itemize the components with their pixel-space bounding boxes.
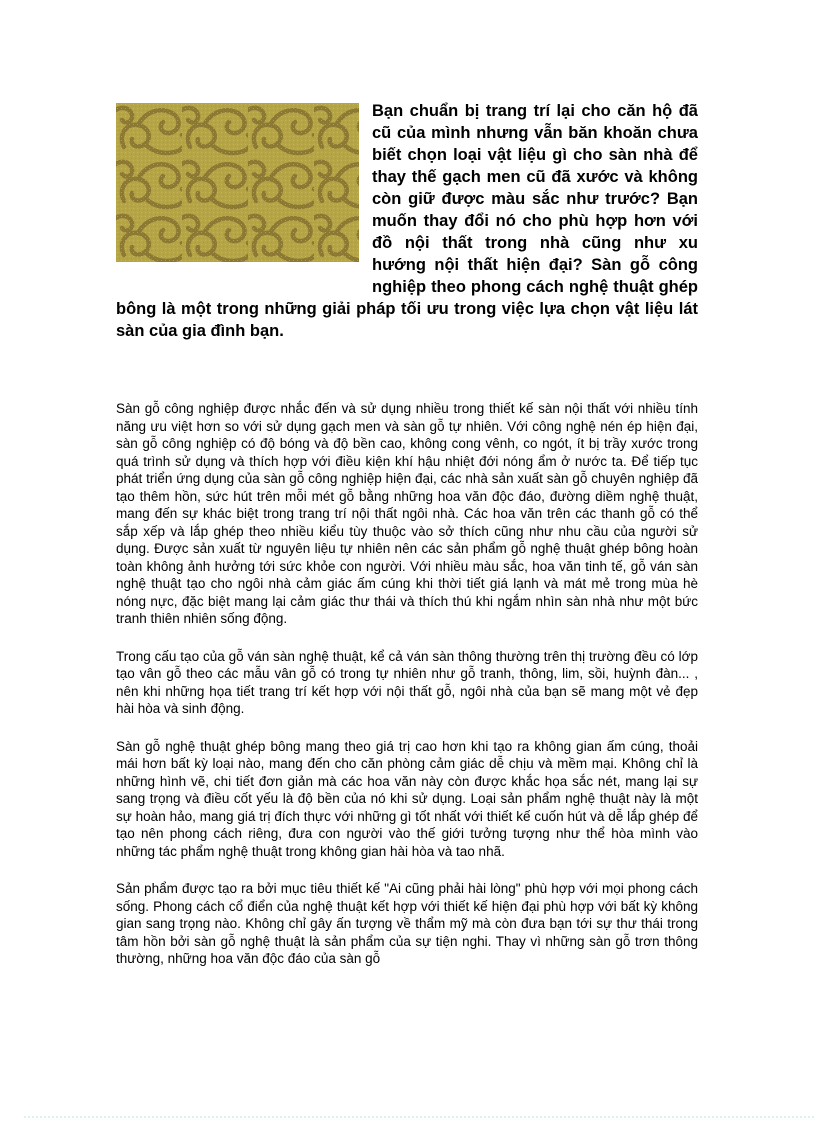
swirl-pattern-image	[116, 103, 359, 262]
swirl-pattern-svg	[116, 103, 359, 262]
article-content	[116, 100, 698, 988]
body-paragraph-3: Sàn gỗ nghệ thuật ghép bông mang theo giá trị cao hơn khi tạo ra không gian ấm cúng, thoải mái hơn bất kỳ loại nào, mang đến cho căn phòng cảm giác dễ chịu và mềm mại. Không chỉ là những hình vẽ, chi tiết đơn giản mà các hoa văn này còn được khắc họa sắc nét, mang lại sự sang trọng và điều cốt yếu là độ bền của nó khi sử dụng. Loại sản phẩm nghệ thuật này là một sự hoàn hảo, mang giá trị đích thực với những gì tốt nhất với thiết kế cuốn hút và dễ lắp ghép để tạo nên phong cách riêng, đưa con người vào thế giới tưởng tượng như thể hòa mình vào những tác phẩm nghệ thuật trong không gian hài hòa và tao nhã.	[116, 738, 698, 859]
body-paragraph-1: Sàn gỗ công nghiệp được nhắc đến và sử dụng nhiều trong thiết kế sàn nội thất với nhiều tính năng ưu việt hơn so với sử dụng gạch men và sàn gỗ tự nhiên. Với công nghệ nén ép hiện đại, sàn gỗ công nghiệp có độ bóng và độ bền cao, không cong vênh, co ngót, ít bị trầy xước trong quá trình sử dụng và thích hợp với điều kiện khí hậu nhiệt đới nóng ẩm ở nước ta. Để tiếp tục phát triển ứng dụng của sàn gỗ công nghiệp hiện đại, các nhà sản xuất sàn gỗ chuyên nghiệp đã tạo thêm hồn, sức hút trên mỗi mét gỗ bằng những hoa văn độc đáo, đường diềm nghệ thuật, mang đến sự khác biệt trong trang trí nội thất ngôi nhà. Các hoa văn trên các thanh gỗ có thể sắp xếp và lắp ghép theo nhiều kiểu tùy thuộc vào sở thích cũng như nhu cầu của người sử dụng. Được sản xuất từ nguyên liệu tự nhiên nên các sản phẩm gỗ nghệ thuật ghép bông hoàn toàn không ảnh hưởng tới sức khỏe con người. Với nhiều màu sắc, hoa văn tinh tế, gỗ ván sàn nghệ thuật tạo cho ngôi nhà cảm giác ấm cúng khi thời tiết giá lạnh và mát mẻ trong mùa hè nóng nực, đặc biệt mang lại cảm giác thư thái và thích thú khi ngắm nhìn sàn nhà như một bức tranh thiên nhiên sống động.	[116, 401, 698, 626]
footer-dotted-line	[24, 1116, 814, 1118]
body-paragraph-2: Trong cấu tạo của gỗ ván sàn nghệ thuật, kể cả ván sàn thông thường trên thị trường đều có lớp tạo vân gỗ theo các mẫu vân gỗ có trong tự nhiên như gỗ tranh, thông, lim, sồi, huỳnh đàn... , nên khi những họa tiết trang trí kết hợp với nội thất gỗ, ngôi nhà của bạn sẽ mang một vẻ đẹp hài hòa và sinh động.	[116, 648, 698, 716]
body-paragraph-4: Sản phẩm được tạo ra bởi mục tiêu thiết kế "Ai cũng phải hài lòng" phù hợp với mọi phong cách sống. Phong cách cổ điển của nghệ thuật kết hợp với thiết kế hiện đại phù hợp với bất kỳ không gian sang trọng nào. Không chỉ gây ấn tượng về thẩm mỹ mà còn đưa bạn tới sự thư thái trong tâm hồn bởi sàn gỗ nghệ thuật là sản phẩm của sự tiện nghi. Thay vì những sàn gỗ trơn thông thường, những hoa văn độc đáo của sàn gỗ	[116, 881, 698, 966]
intro-paragraph	[116, 100, 698, 342]
intro-text: Bạn chuẩn bị trang trí lại cho căn hộ đã cũ của mình nhưng vẫn băn khoăn chưa biết chọn loại vật liệu gì cho sàn nhà để thay thế gạch men cũ đã xước và không còn giữ được màu sắc như trước? Bạn muốn thay đổi nó cho phù hợp hơn với đồ nội thất trong nhà cũng như xu hướng nội thất hiện đại? Sàn gỗ công nghiệp theo phong cách nghệ thuật ghép bông là một trong những giải pháp tối ưu trong việc lựa chọn vật liệu lát sàn của gia đình bạn.	[116, 102, 698, 340]
